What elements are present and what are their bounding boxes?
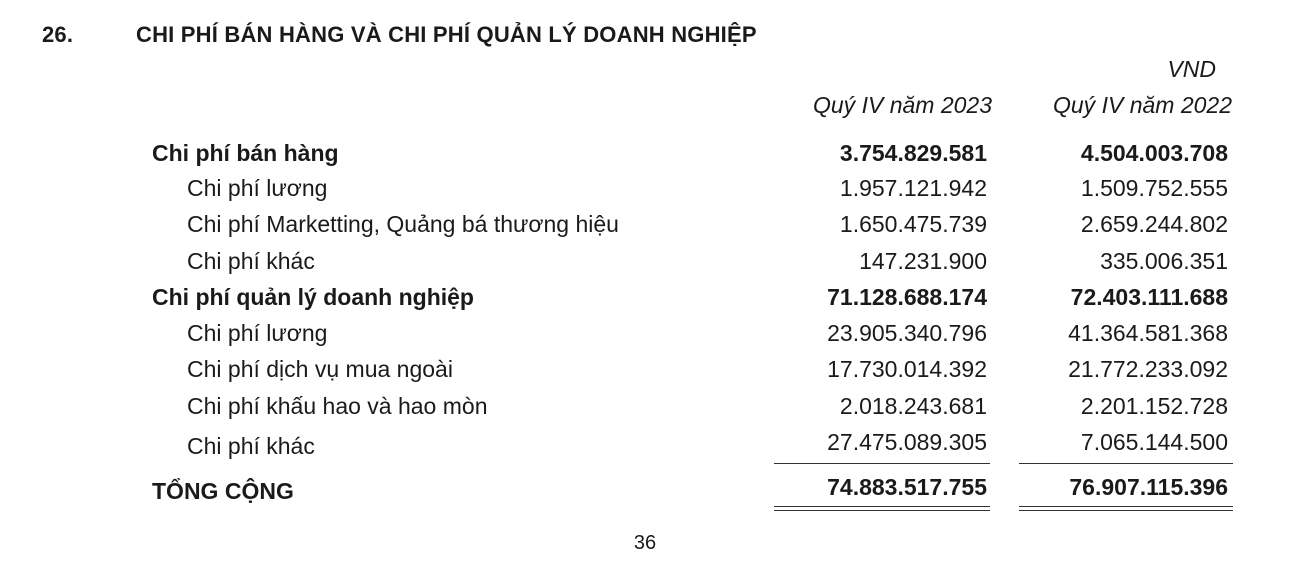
table-row [0, 211, 1290, 247]
row-value-2022: 7.065.144.500 [1080, 429, 1228, 455]
row-label: Chi phí quản lý doanh nghiệp [152, 284, 474, 310]
row-value-2023: 17.730.014.392 [827, 356, 987, 382]
row-value-2022: 1.509.752.555 [1080, 175, 1228, 201]
row-label: Chi phí dịch vụ mua ngoài [187, 356, 453, 382]
row-value-2022: 4.504.003.708 [1080, 140, 1228, 166]
table-row-admin-expenses [0, 284, 1290, 320]
table-row [0, 393, 1290, 429]
table-row-total [0, 474, 1290, 510]
table-row [0, 320, 1290, 356]
row-label: Chi phí Marketting, Quảng bá thương hiệu [187, 211, 619, 237]
page-number: 36 [633, 532, 657, 554]
row-value-2022: 21.772.233.092 [1068, 356, 1228, 382]
row-label: Chi phí lương [187, 320, 328, 346]
column-header-q4-2022: Quý IV năm 2022 [1053, 92, 1232, 118]
row-value-2023: 23.905.340.796 [827, 320, 987, 346]
table-row [0, 356, 1290, 392]
row-value-2023: 1.650.475.739 [839, 211, 987, 237]
total-double-rule-2022 [1019, 506, 1233, 511]
subtotal-rule-2023 [774, 463, 990, 464]
subtotal-rule-2022 [1019, 463, 1233, 464]
row-value-2022: 2.201.152.728 [1080, 393, 1228, 419]
row-value-2022: 2.659.244.802 [1080, 211, 1228, 237]
row-label: Chi phí bán hàng [152, 140, 339, 166]
table-row [0, 175, 1290, 211]
row-value-2022: 41.364.581.368 [1068, 320, 1228, 346]
row-value-2022: 72.403.111.688 [1070, 284, 1228, 310]
table-row [0, 429, 1290, 465]
row-value-2023: 1.957.121.942 [839, 175, 987, 201]
total-value-2023: 74.883.517.755 [827, 474, 987, 500]
column-header-q4-2023: Quý IV năm 2023 [813, 92, 992, 118]
row-value-2023: 3.754.829.581 [839, 140, 987, 166]
table-row [0, 248, 1290, 284]
row-label: Chi phí khác [187, 248, 315, 274]
row-value-2023: 147.231.900 [859, 248, 987, 274]
row-label: Chi phí lương [187, 175, 328, 201]
total-value-2022: 76.907.115.396 [1069, 474, 1228, 500]
row-value-2022: 335.006.351 [1100, 248, 1228, 274]
row-value-2023: 71.128.688.174 [827, 284, 987, 310]
row-label: Chi phí khấu hao và hao mòn [187, 393, 488, 419]
note-title: CHI PHÍ BÁN HÀNG VÀ CHI PHÍ QUẢN LÝ DOANH NGHIỆP [136, 22, 757, 47]
note-number: 26. [42, 22, 74, 47]
row-value-2023: 27.475.089.305 [827, 429, 987, 455]
table-row-selling-expenses [0, 140, 1290, 176]
row-label: Chi phí khác [187, 433, 315, 459]
total-double-rule-2023 [774, 506, 990, 511]
row-value-2023: 2.018.243.681 [839, 393, 987, 419]
currency-unit: VND [1167, 56, 1216, 82]
total-label: TỔNG CỘNG [152, 478, 294, 504]
